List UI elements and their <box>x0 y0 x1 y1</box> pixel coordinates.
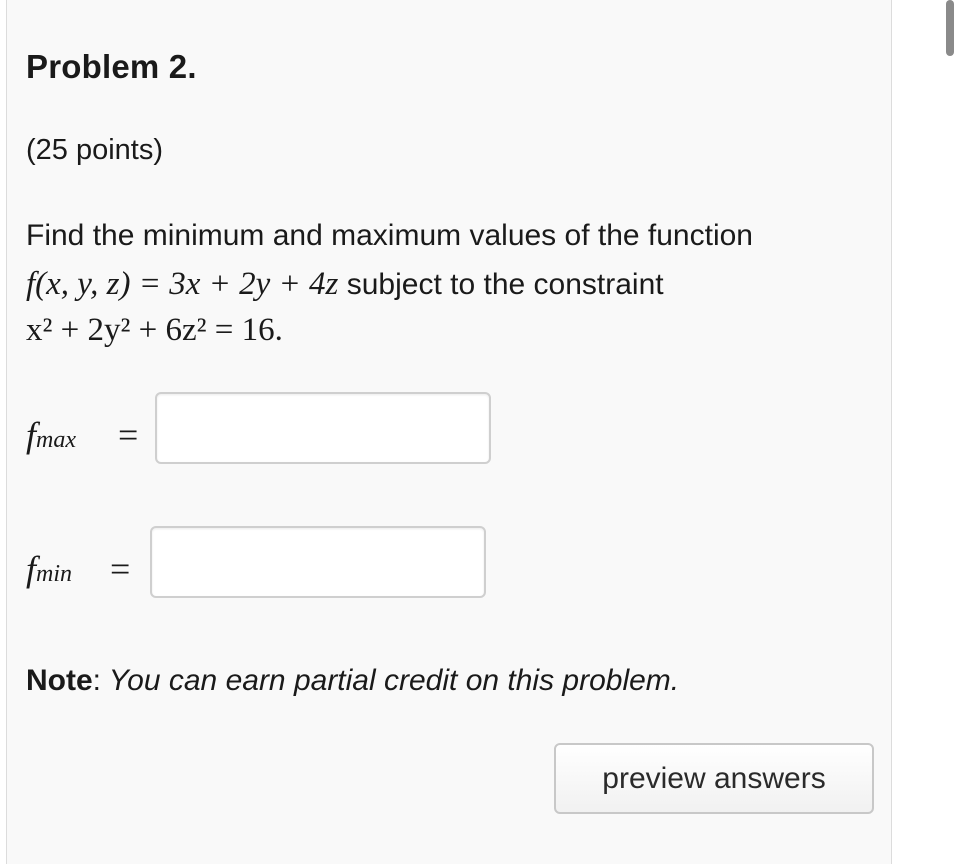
note-label: Note <box>26 664 93 697</box>
problem-title: Problem 2. <box>26 48 197 85</box>
fmin-label-main: f <box>26 549 37 589</box>
fmax-answer-input[interactable] <box>155 392 491 464</box>
fmax-label-main: f <box>26 415 37 455</box>
fmax-label-sub: max <box>36 427 76 453</box>
statement-tail: subject to the constraint <box>338 268 664 301</box>
fmin-equals: = <box>110 549 131 589</box>
fmin-label <box>26 548 72 590</box>
constraint-expression: x² + 2y² + 6z² = 16. <box>26 312 283 348</box>
scrollbar-thumb[interactable] <box>946 0 954 56</box>
note-colon: : <box>92 664 102 697</box>
preview-answers-button[interactable]: preview answers <box>554 743 874 814</box>
fmax-label <box>26 414 76 456</box>
problem-statement-line1: Find the minimum and maximum values of the function <box>26 219 753 252</box>
problem-points: (25 points) <box>26 134 164 166</box>
note-text: You can earn partial credit on this problem. <box>101 664 680 697</box>
partial-credit-note <box>26 664 679 698</box>
problem-statement-line2 <box>26 266 664 303</box>
function-expression: f(x, y, z) = 3x + 2y + 4z <box>26 266 339 302</box>
fmin-answer-input[interactable] <box>150 526 486 598</box>
fmax-equals: = <box>118 415 139 455</box>
fmin-label-sub: min <box>36 561 73 587</box>
